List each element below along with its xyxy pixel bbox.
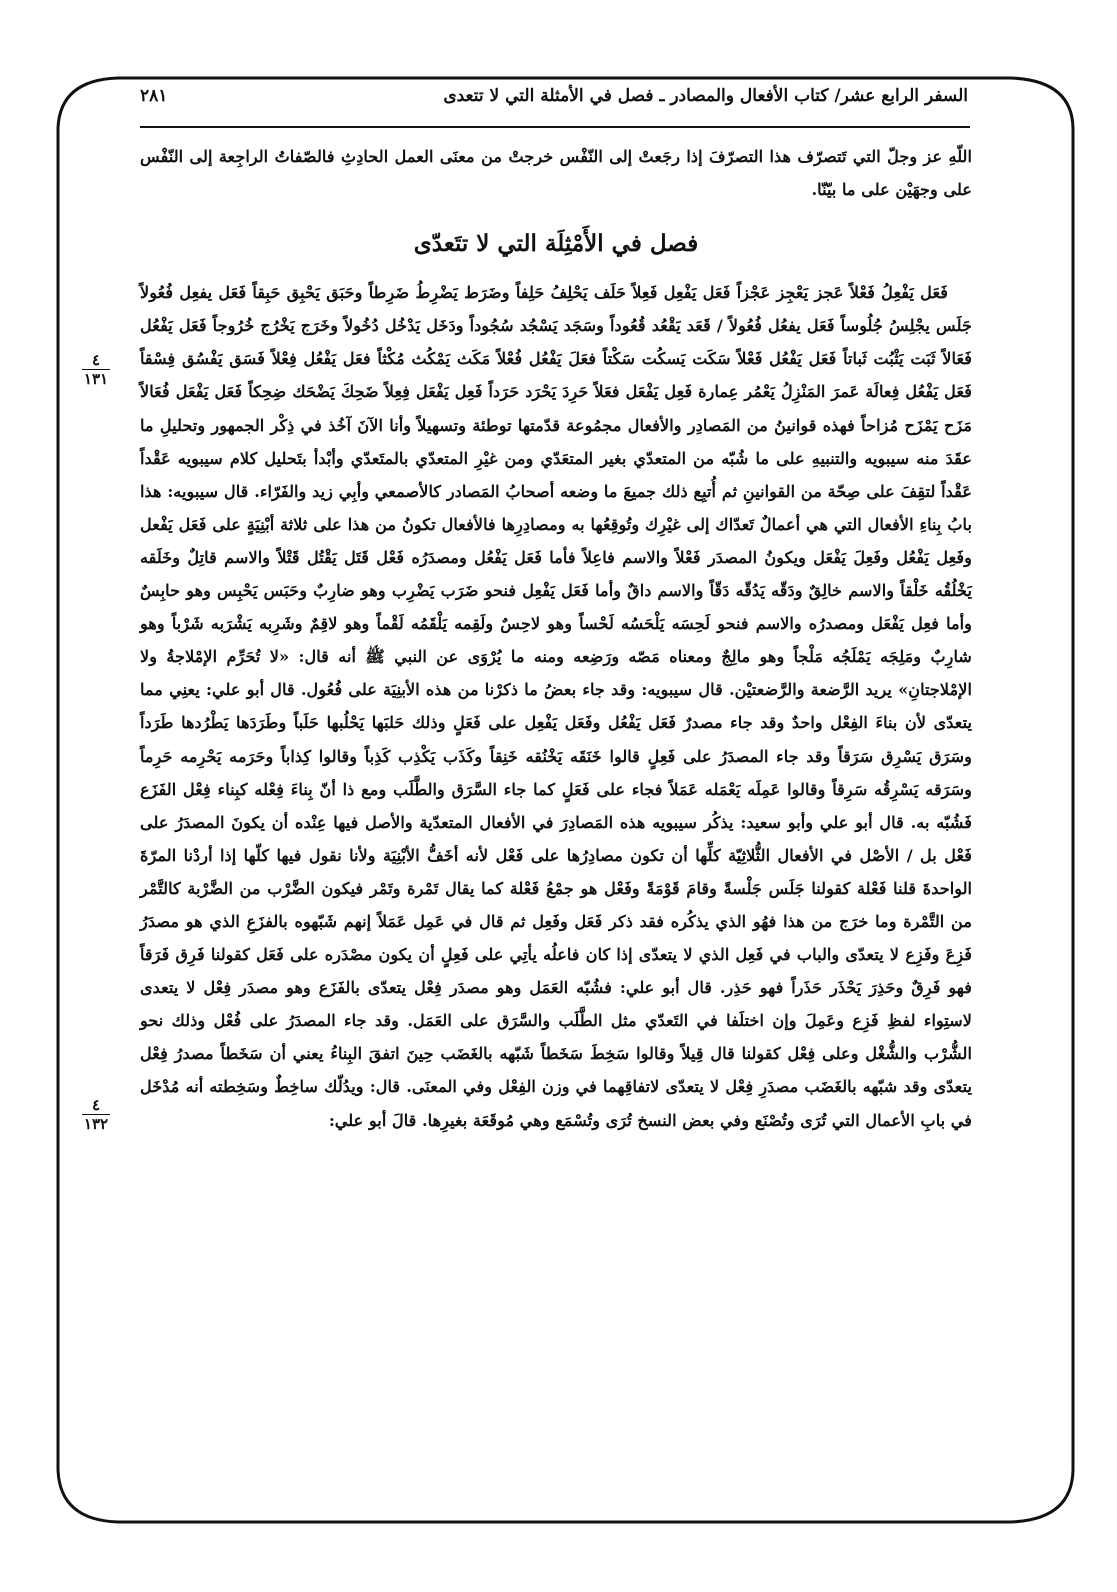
intro-paragraph: اللّهِ عز وجلّ التي تَتصرّف هذا التصرّفَ إذا رجَعتْ إلى النّفْس خرجتْ من معنَى العمل الحادِثِ فالصّفاتُ الراجِعة إلى النّفْس على وجهَيْن على ما بيّنّا. (140, 147, 972, 200)
margin-reference-2-page: ١٣٢ (83, 1115, 109, 1133)
body-text-3: وقد جاء بعضُ ما ذكرْنا من هذه الأبنِيَة على فُعُول. (300, 680, 636, 700)
margin-reference-2 (76, 1097, 116, 1132)
header-rule (140, 126, 970, 128)
margin-reference-1 (76, 352, 116, 387)
body-paragraph (140, 276, 972, 1136)
speaker-label-2: قال سيبويه: (641, 680, 723, 700)
speaker-label-6: قال: (369, 1077, 401, 1097)
margin-reference-2-volume: ٤ (82, 1097, 110, 1115)
body-text-4: يعنِي مما يتعدّى لأن بناءَ الفِعْل واحدٌ وقد جاء مصدرٌ فَعَل يَفْعُل وفَعَل يَفْعِل على فَعَلٍ وذلك حَلبَها يَحْلُبها حَلَباً وطَرَدَها يَطْرُدها طَرَداً وسَرَق يَسْرِق سَرَقاً وقد جاء المصدَرُ على فَعِلٍ قالوا خَنَقَه يَخْنُقه خَنِقاً وكَذَب يَكْذِب كَذِباً وقالوا كِذاباً وحَرَمه يَحْرِمه حَرِماً وسَرَقه يَسْرِقُه سَرِقاً وقالوا عَمِلَه يَعْمَله عَمَلاً فجاء على فَعَلٍ كما جاء السَّرَق والطَّلَب ومع ذا أنّ بِناءَ فِعْله كبِناء فِعْل الفَزَع فَشُبّه به. (140, 680, 972, 832)
speaker-label-3: قال أبو علي: (206, 680, 295, 700)
margin-reference-1-page: ١٣١ (83, 370, 109, 388)
header-title: السفر الرابع عشر/ كتاب الأفعال والمصادر ـ فصل في الأمثلة التي لا تتعدى (443, 86, 968, 106)
body-text-5: يذكُر سيبويه هذه المَصادِرَ في الأفعال المتعدّية والأصل فيها عِنْده أن يكونَ المصدَرُ على فَعْل بل / الأصْل في الأفعال الثُّلاثِيّة كلِّها أن تكون مصادِرُها على فَعْل لأنه أخَفُّ الأبْنِيَة ولأنا نقول فيها كلّها إذا أردْنا المرّةَ الواحدةَ قلنا فَعْلة كقولنا جَلَس جَلْسةً وقامَ قَوْمَةً وفَعْل هو جمْعُ فَعْلة كما يقال تَمْرة وتَمْر فيكون الضَّرْب من الضَّرْبة كالتَّمْر من التَّمْرة وما خرَج من هذا فهُو الذي يذكُره فقد ذكر فَعَل وفَعِل ثم قال في عَمِل عَمَلاً إنهم شَبّهوه بالفزَعِ الذي هو مصدَرُ فَزِعَ وفَزِع لا يتعدّى والباب في فَعِل الذي لا يتعدّى إذا كان فاعلُه يأتِي على فَعِلٍ أن يكون مصْدَره على فَعَل كقولنا فَرِق فَرَقاً فهو فَرِقٌ وحَذِرَ يَحْذَر حَذَراً فهو حَذِر. (140, 812, 972, 998)
speaker-label-1: قال سيبويه: (167, 481, 249, 501)
body-text-2: هذا بابُ بِناءِ الأفعال التي هي أعمالٌ تَعدّاك إلى غيْرِك وتُوقِعُها به ومصادِرِها فالأفعال تكونُ من هذا على ثلاثة أبْنِيَةٍ على فَعَل يَفْعل وفَعِل يَفْعُل وفَعِلَ يَفْعَل ويكونُ المصدَر فَعْلاً والاسم فاعِلاً فأما فَعَل يَفْعُل ومصدَرُه فَعْل قَتَل يَقْتُل قَتْلاً والاسم قاتِلٌ وخَلَقه يَخْلُقُه خَلْقاً والاسم خالِقٌ ودَقّه يَدُقّه دَقّاً والاسم داقٌ وأما فَعَل يَفْعِل فنحو ضَرَب يَضْرِب وهو ضارِبٌ وحَبَس يَحْبِس وهو حابِسٌ وأما فعِل يَفْعَل ومصدرُه والاسم فنحو لَحِسَه يَلْحَسُه لَحْساً وهو لاحِسٌ ولَقِمه يَلْقَمُه لَقْماً وهو لاقِمٌ وشَرِبه يَشْرَبه شَرْباً وهو شارِبٌ ومَلِجَه يَمْلَجُه مَلْجاً وهو مالِجٌ ومعناه مَصّه ورَضِعه ومنه ما يُرْوَى عن النبي ﷺ أنه قال: «لا تُحَرِّم الإمْلاجةُ ولا الإمْلاجتانِ» يريد الرَّضعة والرَّضعتيْن. (140, 481, 972, 700)
page-number: ٢٨١ (140, 86, 168, 106)
speaker-label-4: قال أبو علي وأبو سعيد: (740, 812, 904, 832)
body-text-1: فَعَل يَفْعِلُ فَعْلاً عَجز يَعْجِز عَجْزاً فَعَل يَفْعِل فَعِلاً حَلَف يَحْلِفُ حَلِفاً وضَرَط يَضْرِطُ ضَرِطاً وحَبَق يَحْبِق حَبِقاً فَعَل يفعِل فُعُولاً جَلَس يجْلِسُ جُلُوساً فَعَل يفعُل فُعُولاً / قَعَد يَقْعُد قُعُوداً وسَجَد يَسْجُد سُجُوداً ودَخَل يَدْخُل دُخُولاً وخَرَج يَخْرُج خُرُوجاً فَعَل يَفْعُل فَعَالاً ثَبَت يَثْبُت ثَباتاً فَعَل يَفْعُل فَعْلاً سَكَت يَسكُت سَكْتاً فعَلَ يَفْعُل فُعْلاً مَكَث يَمْكُث مُكْثاً فعَل يَفْعُل فِعْلاً فَسَق يَفْسُق فِسْقاً فَعَل يَفْعُل فِعالَة عَمرَ المَنْزِلُ يَعْمُر عِمارة فَعِل يَفْعَل فعَلاً حَرِدَ يَحْرَد حَرَداً فَعِل يَفْعَل فِعِلاً ضَحِكَ يَضْحَك ضِحِكاً فَعَل يَفْعَل فُعَالاً مَزَح يَمْزَح مُزاحاً فهذه قوانينُ من المَصادِر والأفعال مجمُوعة قدّمتها توطئة وتسهيلاً وأنا الآنَ آخُذ في ذِكْر الجمهور وتحليلِ ما عقَدَ منه سيبويه والتنبيهِ على ما شُبّه من المتعدّي بغير المتعَدّي ومن غيْرِ المتعدّي بالمتَعدّي وأبْدأ بتَحليل كلام سيبويه عَقْداً عَقْداً لتقِفَ على صِحّة من القوانينِ ثم أُتبِع ذلك جميعَ ما وضعه أصحابُ المَصادر كالأصمعي وأبِي زيد والفَرّاء. (140, 283, 973, 501)
section-heading: فصل في الأَمْثِلَة التي لا تتَعدّى (413, 230, 699, 258)
body-text-6: فشُبّه العَمَل وهو مصدَر فِعْل يتعدّى بالفَزَع وهو مصدَر فِعْل لا يتعدى لاستِواء لفظِ فَزِع وعَمِلَ وإن اختلَفا في التَعدّي مثل الطَّلَب والسَّرَق على العَمَل. وقد جاء المصدَرُ على فُعْل وذلك نحو الشُّرْب والشُّغْل وعلى فِعْل كقولنا قال قِيلاً وقالوا سَخِطَ سَخَطاً شَبّهه بالغَضَب حِينَ اتفقَ البِناءُ يعني أن سَخَطاً مصدرُ فِعْل يتعدّى وقد شبّهه بالغَضَب مصدَرِ فِعْل لا يتعدّى لاتفاقِهما في وزن الفِعْل وفي المعنَى. (140, 978, 972, 1097)
margin-reference-1-volume: ٤ (82, 352, 110, 370)
speaker-label-7: قالَ أبو علي: (328, 1110, 417, 1130)
running-header (140, 86, 968, 112)
page-content (140, 140, 972, 1137)
body-text-7: ويدُلّك ساخِطٌ وسَخِطته أنه مُدْخَل في بابِ الأعمال التي تُرَى وتُصْنَع وفي بعض النسخ تُرَى وتُسْمَع وهي مُوقَعَة بغيرِها. (140, 1077, 972, 1130)
speaker-label-5: قال أبو علي: (619, 978, 712, 998)
